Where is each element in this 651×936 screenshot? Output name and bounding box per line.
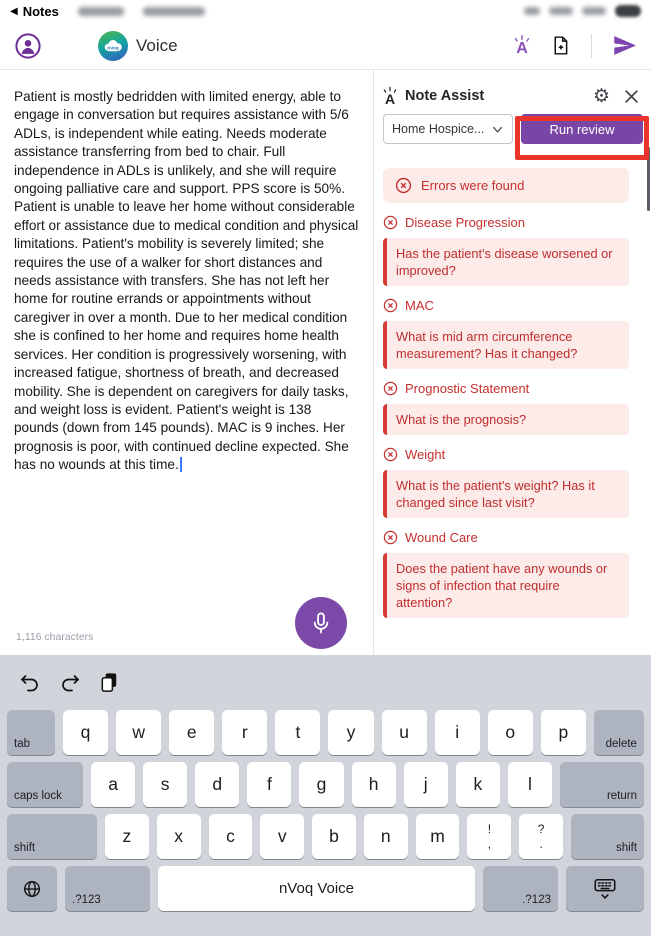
keyboard-row-2 [0, 762, 651, 807]
character-count: 1,116 characters [16, 631, 94, 643]
note-text[interactable]: Patient is mostly bedridden with limited energy, able to engage in conversation but requires assistance with 5/6 ADLs, is independent while eating. Needs moderate assistance transferring from bed to chair. Full independence in ADLs is unlikely, and she will require ongoing palliative care and support. PPS score is 50%. Patient is unable to leave her home without considerable effort or assistance due to medical condition and physical limitations. Patient's mobility is severely limited; she requires the use of a walker for short distances and needs assistance with transfers. She has not left her home for routine errands or appointments without caregiver in over a month. Due to her medical condition she is confined to her home and requires home health services. Her condition is progressively worsening, with increased fatigue, shortness of breath, and decreased mobility. She is dependent on caregivers for daily tasks, and weight loss is evident. Patient's weight is 138 pounds (down from 145 pounds). MAC is 9 inches. Her prognosis is poor, with continued decline expected. She has no wounds at this time. [14, 89, 359, 473]
error-circle-x-icon [383, 447, 398, 462]
error-circle-x-icon [383, 298, 398, 313]
back-chevron-icon: ◀ [10, 5, 18, 17]
key-exclamation-comma[interactable]: ! , [467, 814, 511, 859]
dropdown-value: Home Hospice... [392, 122, 485, 136]
undo-icon [18, 671, 42, 695]
key-f[interactable]: f [247, 762, 291, 807]
key-numbers-right[interactable]: .?123 [483, 866, 558, 911]
review-question-card: Has the patient's disease worsened or improved? [383, 238, 629, 286]
key-q[interactable]: q [63, 710, 108, 755]
key-shift-right[interactable]: shift [571, 814, 644, 859]
key-tab[interactable]: tab [7, 710, 55, 755]
battery-icon [615, 5, 641, 17]
review-item-label: Wound Care [405, 530, 478, 545]
redacted-date [143, 7, 205, 16]
paper-plane-icon [612, 33, 637, 58]
review-item-header [383, 447, 629, 462]
back-to-notes-button[interactable] [10, 4, 59, 19]
key-globe[interactable] [7, 866, 57, 911]
onscreen-keyboard [0, 655, 651, 936]
review-results-list [374, 144, 651, 618]
error-circle-x-icon [383, 215, 398, 230]
redo-icon [58, 671, 82, 695]
paste-button[interactable] [98, 671, 121, 694]
key-space[interactable]: nVoq Voice [158, 866, 475, 911]
key-r[interactable]: r [222, 710, 267, 755]
review-item-label: Prognostic Statement [405, 381, 530, 396]
redo-button[interactable] [58, 671, 82, 695]
key-o[interactable]: o [488, 710, 533, 755]
review-item-label: Disease Progression [405, 215, 525, 230]
key-dismiss-keyboard[interactable] [566, 866, 644, 911]
review-item-header [383, 215, 629, 230]
key-d[interactable]: d [195, 762, 239, 807]
key-j[interactable]: j [404, 762, 448, 807]
keyboard-row-4 [0, 866, 651, 911]
status-bar [0, 0, 651, 22]
person-icon [14, 32, 42, 60]
key-g[interactable]: g [299, 762, 343, 807]
review-question-card: What is the prognosis? [383, 404, 629, 435]
note-assist-toggle-button[interactable] [514, 34, 530, 57]
svg-text:nVoq: nVoq [107, 44, 119, 50]
key-shift-left[interactable]: shift [7, 814, 97, 859]
key-v[interactable]: v [260, 814, 304, 859]
review-item-label: MAC [405, 298, 434, 313]
run-review-button[interactable]: Run review [521, 114, 643, 144]
error-circle-x-icon [395, 177, 412, 194]
banner-text: Errors were found [421, 178, 525, 193]
chevron-down-icon [491, 123, 504, 136]
key-x[interactable]: x [157, 814, 201, 859]
key-a[interactable]: a [91, 762, 135, 807]
keyboard-row-3 [0, 814, 651, 859]
back-label: Notes [22, 3, 59, 19]
review-item-label: Weight [405, 447, 446, 462]
key-l[interactable]: l [508, 762, 552, 807]
key-caps-lock[interactable]: caps lock [7, 762, 83, 807]
key-n[interactable]: n [364, 814, 408, 859]
microphone-button[interactable] [295, 597, 347, 649]
review-item-header [383, 530, 629, 545]
sparkle-a-icon: A [384, 91, 396, 107]
microphone-icon [308, 610, 334, 636]
key-p[interactable]: p [541, 710, 586, 755]
review-question-card: What is the patient's weight? Has it changed since last visit? [383, 470, 629, 518]
sparkle-a-icon: A [516, 40, 528, 57]
key-numbers-left[interactable]: .?123 [65, 866, 150, 911]
document-plus-icon [550, 35, 571, 56]
dismiss-keyboard-icon [592, 876, 618, 902]
panel-scrollbar[interactable] [647, 147, 650, 211]
key-y[interactable]: y [328, 710, 373, 755]
redacted-signal [524, 7, 540, 15]
key-e[interactable]: e [169, 710, 214, 755]
keyboard-row-1 [0, 710, 651, 755]
assist-controls [383, 114, 643, 144]
keyboard-accessory-row [0, 655, 651, 710]
undo-button[interactable] [18, 671, 42, 695]
key-h[interactable]: h [352, 762, 396, 807]
gear-icon: ⚙ [592, 85, 610, 107]
note-assist-header [374, 70, 651, 106]
review-question-card: Does the patient have any wounds or signs of infection that require attention? [383, 553, 629, 618]
review-item-header [383, 298, 629, 313]
key-question-period[interactable]: ? . [519, 814, 563, 859]
redacted-network [549, 7, 573, 15]
settings-button[interactable] [593, 87, 610, 106]
key-s[interactable]: s [143, 762, 187, 807]
main-content [0, 70, 651, 655]
key-z[interactable]: z [105, 814, 149, 859]
panel-title: Note Assist [405, 88, 485, 104]
error-circle-x-icon [383, 530, 398, 545]
redacted-clock [78, 7, 124, 16]
close-icon [624, 89, 639, 104]
close-panel-button[interactable] [624, 89, 639, 104]
key-m[interactable]: m [416, 814, 460, 859]
avatar[interactable] [14, 32, 42, 60]
new-note-button[interactable] [550, 35, 571, 56]
error-circle-x-icon [383, 381, 398, 396]
review-question-card: What is mid arm circumference measurement? Has it changed? [383, 321, 629, 369]
key-return[interactable]: return [560, 762, 644, 807]
key-t[interactable]: t [275, 710, 320, 755]
text-cursor [180, 457, 182, 472]
app-header [0, 22, 651, 70]
key-w[interactable]: w [116, 710, 161, 755]
nvoq-logo [98, 31, 128, 61]
key-delete[interactable]: delete [594, 710, 644, 755]
key-u[interactable]: u [382, 710, 427, 755]
send-note-button[interactable] [612, 33, 637, 58]
globe-icon [21, 878, 43, 900]
paste-icon [98, 671, 121, 694]
key-k[interactable]: k [456, 762, 500, 807]
app-title: Voice [136, 35, 178, 55]
key-c[interactable]: c [209, 814, 253, 859]
key-b[interactable]: b [312, 814, 356, 859]
template-dropdown[interactable] [383, 114, 513, 144]
redacted-percent [582, 7, 606, 15]
note-assist-panel [374, 70, 651, 655]
key-i[interactable]: i [435, 710, 480, 755]
note-editor[interactable] [0, 70, 374, 655]
review-item-header [383, 381, 629, 396]
errors-banner [383, 168, 629, 203]
header-divider [591, 34, 592, 58]
